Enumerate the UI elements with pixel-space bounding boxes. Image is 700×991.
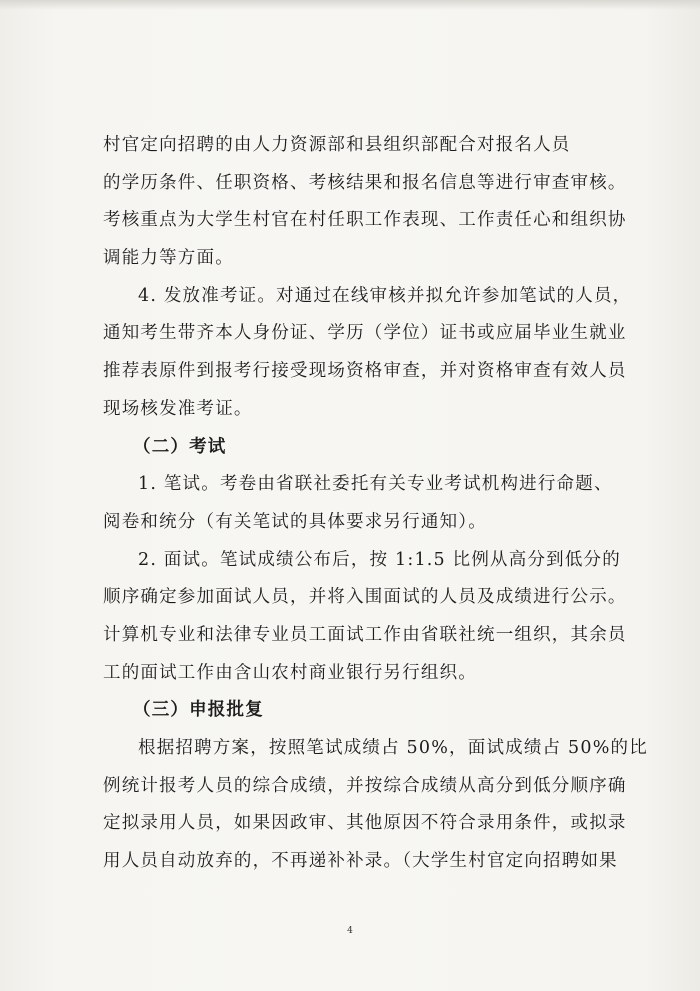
paragraph-line: 调能力等方面。 <box>103 248 234 269</box>
paragraph-line: 4. 发放准考证。对通过在线审核并拟允许参加笔试的人员， <box>138 285 632 306</box>
paragraph-line: 顺序确定参加面试人员，并将入围面试的人员及成绩进行公示。 <box>103 587 627 608</box>
paragraph-line: 例统计报考人员的综合成绩，并按综合成绩从高分到低分顺序确 <box>103 775 627 796</box>
paragraph-line: 2. 面试。笔试成绩公布后，按 1:1.5 比例从高分到低分的 <box>138 549 621 570</box>
paragraph-line: 村官定向招聘的由人力资源部和县组织部配合对报名人员 <box>103 135 571 155</box>
scan-edge <box>0 0 700 10</box>
page-number: 4 <box>347 926 353 936</box>
paragraph-line: 根据招聘方案，按照笔试成绩占 50%，面试成绩占 50%的比 <box>138 738 648 758</box>
paragraph-line: 推荐表原件到报考行接受现场资格审查，并对资格审查有效人员 <box>103 361 627 382</box>
paragraph-line: 考核重点为大学生村官在村任职工作表现、工作责任心和组织协 <box>103 210 627 231</box>
section-heading-approval: （三）申报批复 <box>133 700 264 721</box>
paragraph-line: 的学历条件、任职资格、考核结果和报名信息等进行审查审核。 <box>103 172 627 193</box>
paragraph-line: 阅卷和统分（有关笔试的具体要求另行通知）。 <box>103 511 487 532</box>
paragraph-line: 现场核发准考证。 <box>103 398 253 419</box>
paragraph-line: 1. 笔试。考卷由省联社委托有关专业考试机构进行命题、 <box>138 474 613 495</box>
document-body <box>103 127 648 881</box>
paragraph-line: 定拟录用人员，如果因政审、其他原因不符合录用条件，或拟录 <box>103 813 627 834</box>
paragraph-line: 工的面试工作由含山农村商业银行另行组织。 <box>103 662 477 683</box>
section-heading-exam: （二）考试 <box>133 436 227 457</box>
paragraph-line: 通知考生带齐本人身份证、学历（学位）证书或应届毕业生就业 <box>103 323 627 344</box>
paragraph-line: 用人员自动放弃的，不再递补补录。（大学生村官定向招聘如果 <box>103 851 618 872</box>
paragraph-line: 计算机专业和法律专业员工面试工作由省联社统一组织，其余员 <box>103 624 627 645</box>
